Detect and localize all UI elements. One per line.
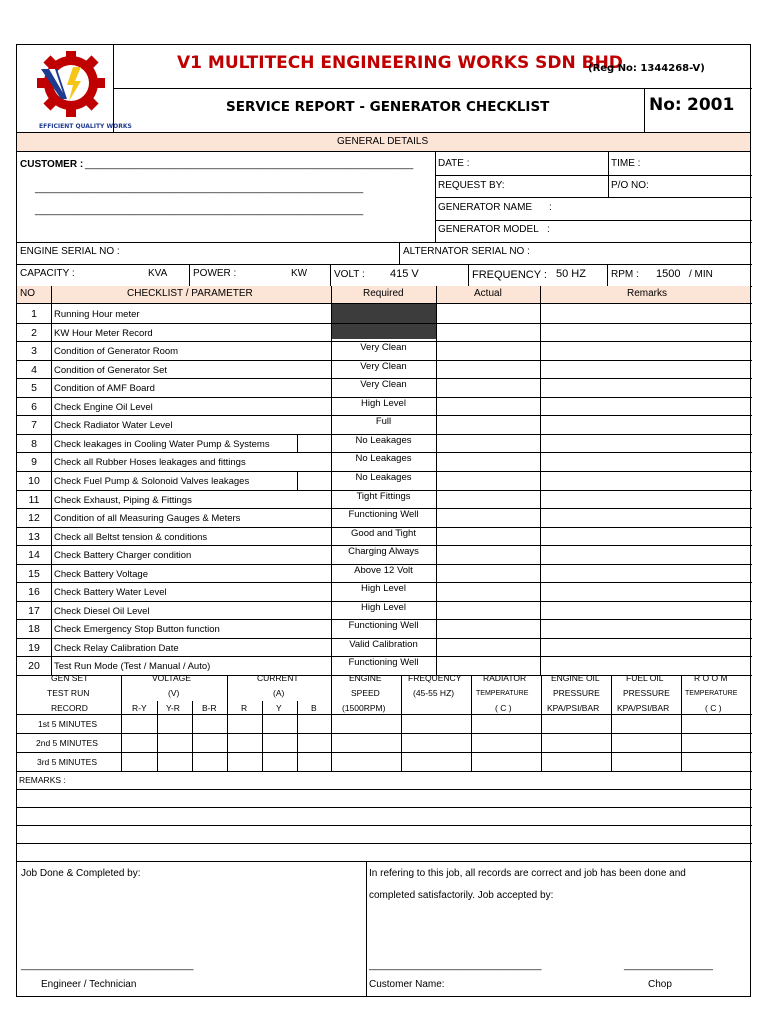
chop-label: Chop <box>648 979 672 990</box>
checklist-row-parameter: Check Relay Calibration Date <box>54 643 179 654</box>
company-name: V1 MULTITECH ENGINEERING WORKS SDN BHD <box>177 53 623 73</box>
frequency-value: 50 HZ <box>556 268 586 280</box>
checklist-row-parameter: Check all Beltst tension & conditions <box>54 532 208 543</box>
checklist-row <box>17 490 752 509</box>
engine-label-2: SPEED <box>351 688 380 698</box>
capacity-label: CAPACITY : <box>20 268 75 279</box>
checklist-row-required: Functioning Well <box>348 509 419 520</box>
checklist-row <box>17 360 752 379</box>
engineer-label: Engineer / Technician <box>41 979 137 990</box>
checklist-row-parameter: Check Emergency Stop Button function <box>54 624 220 635</box>
customer-line-2: ___________________________________________________________ <box>35 183 364 194</box>
checklist-row <box>17 323 752 342</box>
checklist-row-number: 1 <box>31 308 37 320</box>
checklist-row <box>17 527 752 546</box>
checklist-row-number: 17 <box>28 605 40 617</box>
checklist-row-number: 16 <box>28 586 40 598</box>
date-label: DATE : <box>438 158 470 169</box>
request-by-label: REQUEST BY: <box>438 180 505 191</box>
voltage-ry: R-Y <box>132 703 147 713</box>
checklist-row-parameter: Condition of all Measuring Gauges & Meters <box>54 513 241 524</box>
checklist-row-parameter: Check leakages in Cooling Water Pump & Systems <box>54 439 270 450</box>
current-b: B <box>311 703 317 713</box>
checklist-row-parameter: Check Exhaust, Piping & Fittings <box>54 495 192 506</box>
radiator-unit: ( C ) <box>495 703 512 713</box>
checklist-row <box>17 341 752 360</box>
voltage-yr: Y-R <box>166 703 180 713</box>
acceptance-text-2: completed satisfactorily. Job accepted by: <box>369 890 554 901</box>
checklist-row-parameter: KW Hour Meter Record <box>54 328 153 339</box>
voltage-unit: (V) <box>168 688 180 698</box>
gen-set-label-2: TEST RUN <box>47 688 90 698</box>
engineer-signature-line: _______________________________ <box>21 960 194 971</box>
frequency-col-range: (45-55 HZ) <box>413 688 455 698</box>
gear-logo-icon <box>25 51 115 121</box>
checklist-row <box>17 601 752 620</box>
checklist-row-number: 6 <box>31 401 37 413</box>
checklist-row-parameter: Check Battery Charger condition <box>54 550 192 561</box>
report-number-label: No: <box>649 95 682 115</box>
checklist-row <box>17 508 752 527</box>
current-y: Y <box>276 703 282 713</box>
checklist-row <box>17 582 752 601</box>
checklist-row-parameter: Check Diesel Oil Level <box>54 606 150 617</box>
checklist-row-parameter: Check Battery Water Level <box>54 587 167 598</box>
gen-set-label-3: RECORD <box>51 703 88 713</box>
checklist-row-number: 5 <box>31 382 37 394</box>
job-done-label: Job Done & Completed by: <box>21 868 141 879</box>
checklist-row-number: 4 <box>31 364 37 376</box>
acceptance-text-1: In refering to this job, all records are correct and job has been done and <box>369 868 686 879</box>
checklist-row <box>17 619 752 638</box>
kva-unit: KVA <box>148 268 168 279</box>
checklist-row-required: Valid Calibration <box>349 639 418 650</box>
engine-oil-pressure: PRESSURE <box>553 688 600 698</box>
checklist-row-parameter: Test Run Mode (Test / Manual / Auto) <box>54 661 211 672</box>
checklist-row-parameter: Check Fuel Pump & Solonoid Valves leakages <box>54 476 250 487</box>
volt-label: VOLT : <box>334 269 365 280</box>
voltage-label: VOLTAGE <box>152 673 191 683</box>
checklist-row <box>17 545 752 564</box>
col-required-header: Required <box>363 288 404 299</box>
checklist-row <box>17 471 752 490</box>
generator-model-colon: : <box>547 224 550 235</box>
checklist-row-required: High Level <box>361 583 406 594</box>
checklist-row <box>17 434 752 453</box>
checklist-row-required: High Level <box>361 602 406 613</box>
customer-line-3: ___________________________________________________________ <box>35 205 364 216</box>
current-r: R <box>241 703 248 713</box>
checklist-row-number: 9 <box>31 456 37 468</box>
po-no-label: P/O NO: <box>611 180 649 191</box>
checklist-row-required: Full <box>375 416 392 427</box>
checklist-row-parameter: Check Engine Oil Level <box>54 402 153 413</box>
chop-signature-line: ________________ <box>624 960 713 971</box>
gen-set-label-1: GEN SET <box>51 673 89 683</box>
col-actual-header: Actual <box>474 288 502 299</box>
col-remarks-header: Remarks <box>627 288 668 299</box>
checklist-row-number: 14 <box>28 549 40 561</box>
radiator-temp: TEMPERATURE <box>476 690 529 697</box>
service-report-sheet <box>16 44 751 997</box>
checklist-row-required: Above 12 Volt <box>354 565 413 576</box>
voltage-br: B-R <box>202 703 217 713</box>
current-label: CURRENT <box>257 673 299 683</box>
checklist-row <box>17 452 752 471</box>
remarks-label: REMARKS : <box>19 775 66 785</box>
testrun-row-1: 1st 5 MINUTES <box>38 719 98 729</box>
report-title: SERVICE REPORT - GENERATOR CHECKLIST <box>226 99 550 115</box>
fuel-oil-unit: KPA/PSI/BAR <box>617 703 670 713</box>
checklist-row <box>17 638 752 657</box>
checklist-row-parameter: Running Hour meter <box>54 309 140 320</box>
checklist-row-number: 18 <box>28 623 40 635</box>
checklist-row-required: No Leakages <box>355 435 412 446</box>
room-unit: ( C ) <box>705 703 722 713</box>
checklist-row-number: 7 <box>31 419 37 431</box>
customer-label: CUSTOMER : <box>20 159 84 170</box>
checklist-row-parameter: Condition of Generator Set <box>54 365 168 376</box>
engine-serial-label: ENGINE SERIAL NO : <box>20 246 120 257</box>
checklist-row-number: 19 <box>28 642 40 654</box>
checklist-row <box>17 304 752 323</box>
frequency-col-label: FREQUENCY <box>408 673 462 683</box>
testrun-row-2: 2nd 5 MINUTES <box>36 738 98 748</box>
engine-oil-unit: KPA/PSI/BAR <box>547 703 600 713</box>
current-unit: (A) <box>273 688 285 698</box>
checklist-row-parameter: Check Battery Voltage <box>54 569 148 580</box>
fuel-oil-label: FUEL OIL <box>626 673 664 683</box>
checklist-row-number: 15 <box>28 568 40 580</box>
engine-oil-label: ENGINE OIL <box>551 673 600 683</box>
checklist-row-number: 3 <box>31 345 37 357</box>
checklist-row-parameter: Check all Rubber Hoses leakages and fittings <box>54 457 246 468</box>
checklist-row-number: 11 <box>28 494 40 506</box>
company-logo <box>25 51 132 130</box>
customer-name-label: Customer Name: <box>369 979 445 990</box>
checklist-row-required: Functioning Well <box>348 657 419 668</box>
kw-unit: KW <box>291 268 308 279</box>
col-parameter-header: CHECKLIST / PARAMETER <box>127 288 253 299</box>
checklist-row-required: No Leakages <box>355 453 412 464</box>
checklist-row-parameter: Condition of Generator Room <box>54 346 179 357</box>
rpm-unit: / MIN <box>689 269 713 280</box>
time-label: TIME : <box>611 158 641 169</box>
checklist-row-number: 13 <box>28 531 40 543</box>
generator-name-label: GENERATOR NAME <box>438 202 533 213</box>
checklist-row-required: Very Clean <box>360 361 407 372</box>
checklist-row-required: Very Clean <box>360 379 407 390</box>
engine-label-3: (1500RPM) <box>342 703 386 713</box>
rpm-label: RPM : <box>611 269 639 280</box>
general-details-title: GENERAL DETAILS <box>337 136 429 147</box>
checklist-row-required: No Leakages <box>355 472 412 483</box>
testrun-row-3: 3rd 5 MINUTES <box>37 757 97 767</box>
checklist-row-required: Charging Always <box>348 546 419 557</box>
logo-caption: EFFICIENT QUALITY WORKS <box>39 123 132 130</box>
checklist-row <box>17 415 752 434</box>
checklist-row-number: 2 <box>31 327 37 339</box>
report-number: 2001 <box>687 95 735 115</box>
checklist-row-required: Good and Tight <box>351 528 416 539</box>
checklist-row <box>17 564 752 583</box>
customer-signature-line: _______________________________ <box>369 960 542 971</box>
checklist-row-parameter: Check Radiator Water Level <box>54 420 173 431</box>
power-label: POWER : <box>193 268 237 279</box>
col-no-header: NO <box>20 288 35 299</box>
volt-value: 415 V <box>390 268 419 280</box>
checklist-row-required: Functioning Well <box>348 620 419 631</box>
checklist-row-number: 8 <box>31 438 37 450</box>
checklist-row-required: Very Clean <box>360 342 407 353</box>
generator-model-label: GENERATOR MODEL <box>438 224 539 235</box>
checklist-row-number: 20 <box>28 660 40 672</box>
customer-line-1: ___________________________________________________________ <box>85 159 414 170</box>
fuel-oil-pressure: PRESSURE <box>623 688 670 698</box>
checklist-row-number: 12 <box>28 512 40 524</box>
checklist-row-required: Tight Fittings <box>356 491 411 502</box>
checklist-row-parameter: Condition of AMF Board <box>54 383 155 394</box>
radiator-label: RADIATOR <box>483 673 527 683</box>
generator-name-colon: : <box>549 202 552 213</box>
checklist-row <box>17 378 752 397</box>
checklist-row-required: High Level <box>361 398 406 409</box>
checklist-row-number: 10 <box>28 475 40 487</box>
registration-number: (Reg No: 1344268-V) <box>588 63 705 74</box>
checklist-row <box>17 397 752 416</box>
rpm-value: 1500 <box>656 268 681 280</box>
room-temp: TEMPERATURE <box>685 690 738 697</box>
room-label: R O O M <box>694 673 728 683</box>
frequency-label: FREQUENCY : <box>472 269 547 281</box>
alternator-serial-label: ALTERNATOR SERIAL NO : <box>403 246 530 257</box>
engine-label-1: ENGINE <box>349 673 382 683</box>
